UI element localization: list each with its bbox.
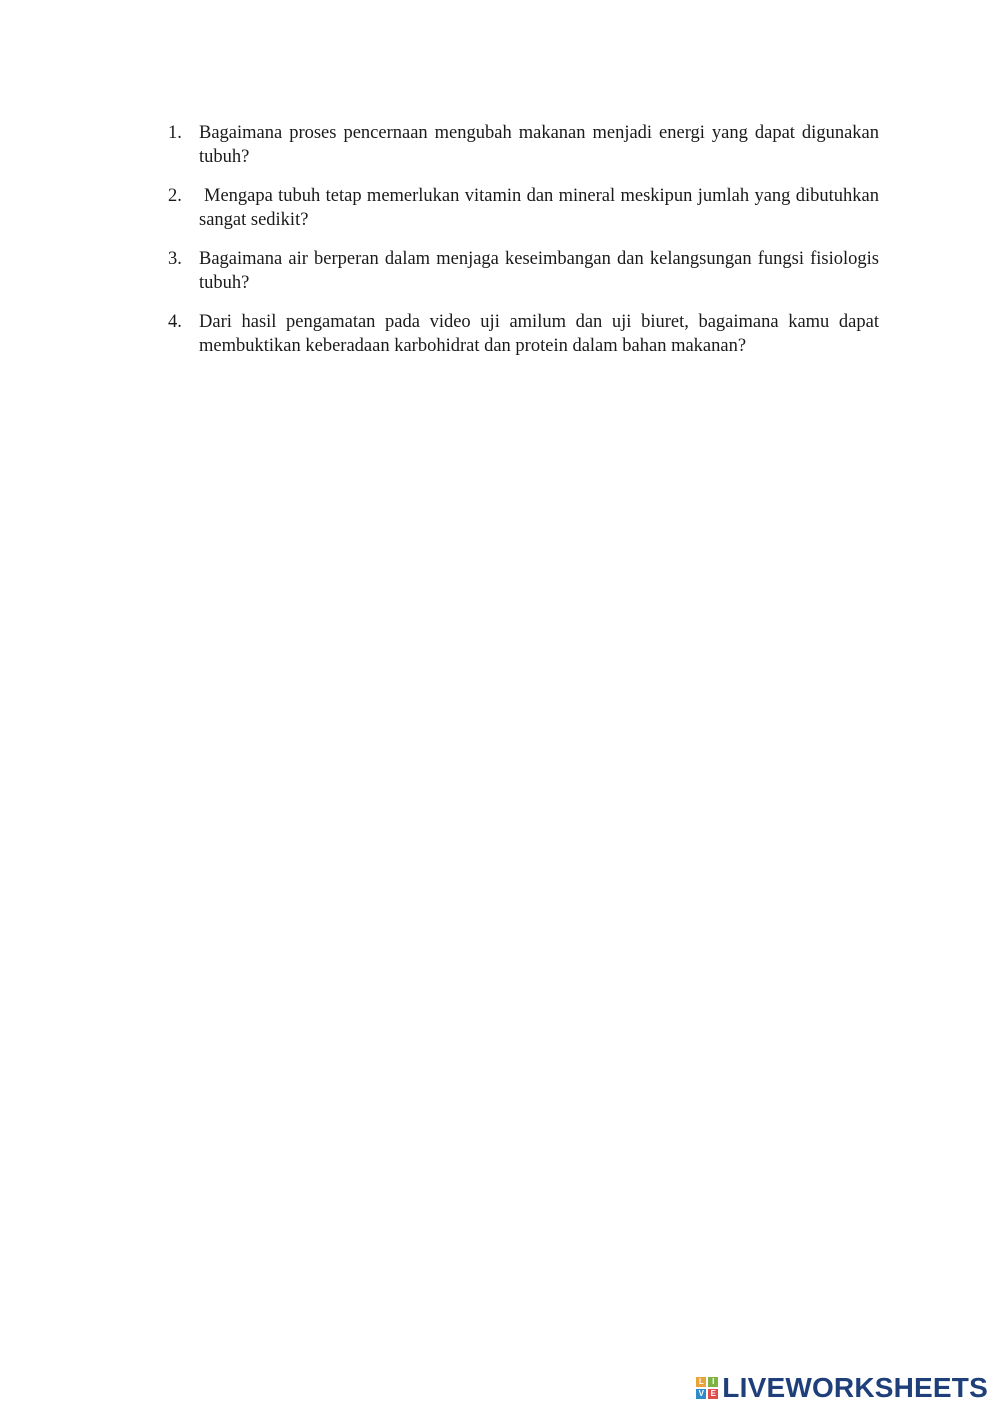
logo-letter: L xyxy=(696,1377,706,1387)
question-number: 3. xyxy=(168,249,182,269)
liveworksheets-wordmark: LIVEWORKSHEETS xyxy=(722,1372,988,1403)
logo-letter: I xyxy=(708,1377,718,1387)
question-text: Mengapa tubuh tetap memerlukan vitamin dan mineral meskipun jumlah yang dibutuhkan sangat sedikit? xyxy=(199,186,879,230)
logo-letter: E xyxy=(708,1389,718,1399)
question-text: Dari hasil pengamatan pada video uji amilum dan uji biuret, bagaimana kamu dapat membuktikan keberadaan karbohidrat dan protein dalam bahan makanan? xyxy=(199,312,879,356)
question-number: 2. xyxy=(168,186,182,206)
question-text: Bagaimana air berperan dalam menjaga keseimbangan dan kelangsungan fungsi fisiologis tubuh? xyxy=(199,249,879,293)
question-number: 1. xyxy=(168,123,182,143)
question-number: 4. xyxy=(168,312,182,332)
liveworksheets-watermark xyxy=(696,1372,988,1404)
question-list xyxy=(168,121,879,373)
liveworksheets-logo-icon xyxy=(696,1377,718,1399)
question-item-4 xyxy=(168,310,879,358)
question-item-3 xyxy=(168,247,879,295)
question-item-2 xyxy=(168,184,879,232)
question-text: Bagaimana proses pencernaan mengubah makanan menjadi energi yang dapat digunakan tubuh? xyxy=(199,123,879,167)
question-item-1 xyxy=(168,121,879,169)
logo-letter: V xyxy=(696,1389,706,1399)
